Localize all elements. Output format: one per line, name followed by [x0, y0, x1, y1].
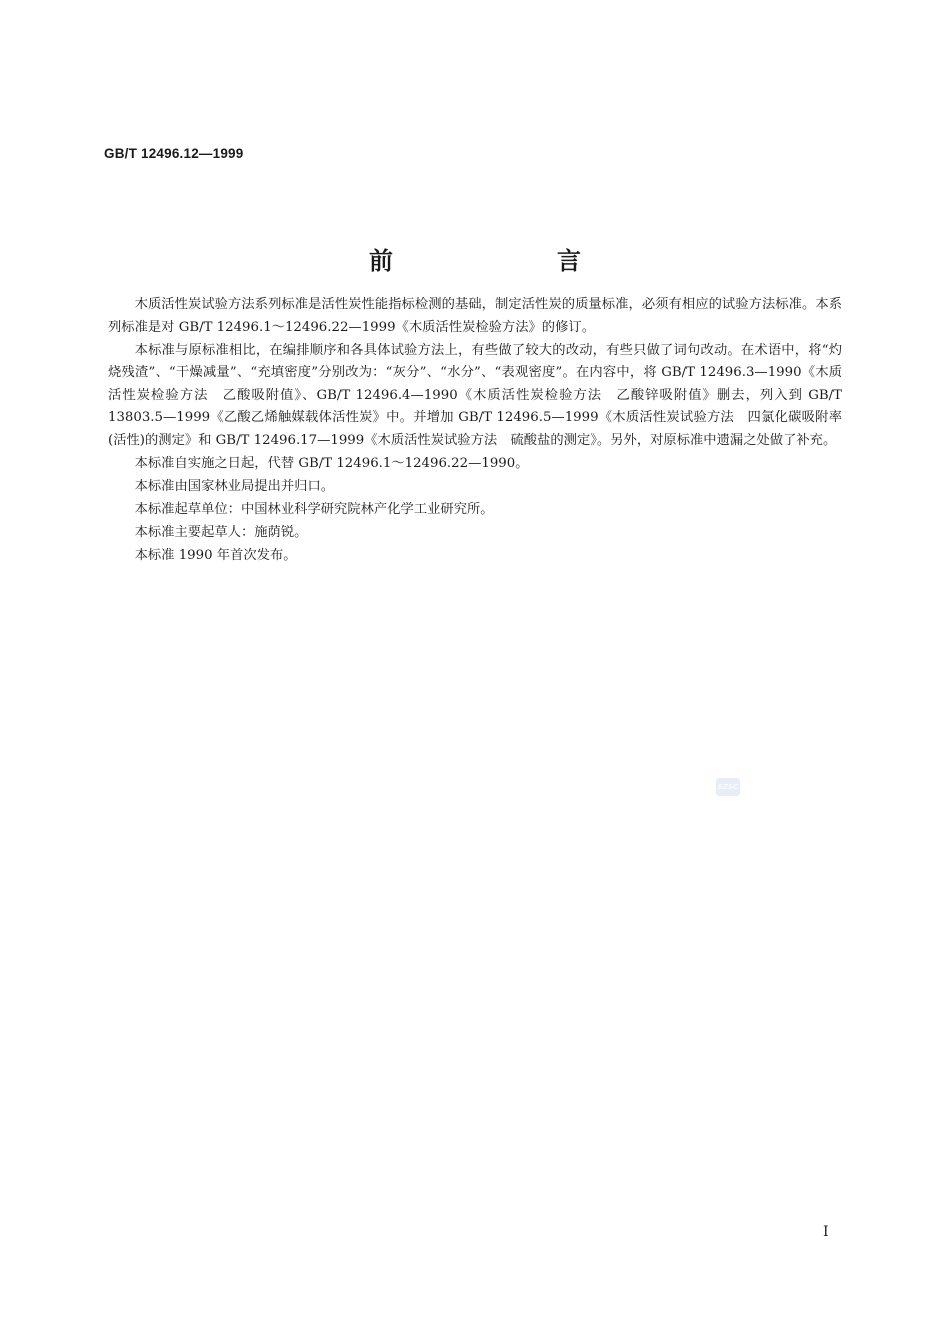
page-title: 前 言	[369, 247, 651, 275]
watermark-logo: SZSC	[716, 778, 740, 796]
paragraph-proposer: 本标准由国家林业局提出并归口。	[134, 478, 335, 494]
paragraph-drafter: 本标准主要起草人：施荫锐。	[134, 524, 308, 540]
page-number: I	[823, 1224, 829, 1240]
paragraph-first-release: 本标准 1990 年首次发布。	[134, 547, 297, 563]
paragraph-series-intro: 木质活性炭试验方法系列标准是活性炭性能指标检测的基础，制定活性炭的质量标准，必须有相应的试验方法标准。本系列标准是对 GB/T 12496.1～12496.22—1999《木质活性炭检验方法》的修订。	[108, 297, 842, 335]
paragraph-drafting-unit: 本标准起草单位：中国林业科学研究院林产化学工业研究所。	[134, 501, 494, 517]
paragraph-changes: 本标准与原标准相比，在编排顺序和各具体试验方法上，有些做了较大的改动，有些只做了词句改动。在术语中，将“灼烧残渣”、“干燥减量”、“充填密度”分别改为：“灰分”、“水分”、“表观密度”。在内容中，将 GB/T 12496.3—1990《木质活性炭检验方法 乙酸吸附值》、GB/T 12496.4—1990《木质活性炭检验方法 乙酸锌吸附值》删去，列入到 GB/T 13803.5—1999《乙酸乙烯触媒载体活性炭》中。并增加 GB/T 12496.5—1999《木质活性炭试验方法 四氯化碳吸附率(活性)的测定》和 GB/T 12496.17—1999《木质活性炭试验方法 硫酸盐的测定》。另外，对原标准中遗漏之处做了补充。	[108, 342, 842, 448]
standard-number: GB/T 12496.12—1999	[104, 146, 244, 161]
paragraph-replacement: 本标准自实施之日起，代替 GB/T 12496.1～12496.22—1990。	[134, 455, 529, 471]
foreword-body	[108, 294, 842, 568]
